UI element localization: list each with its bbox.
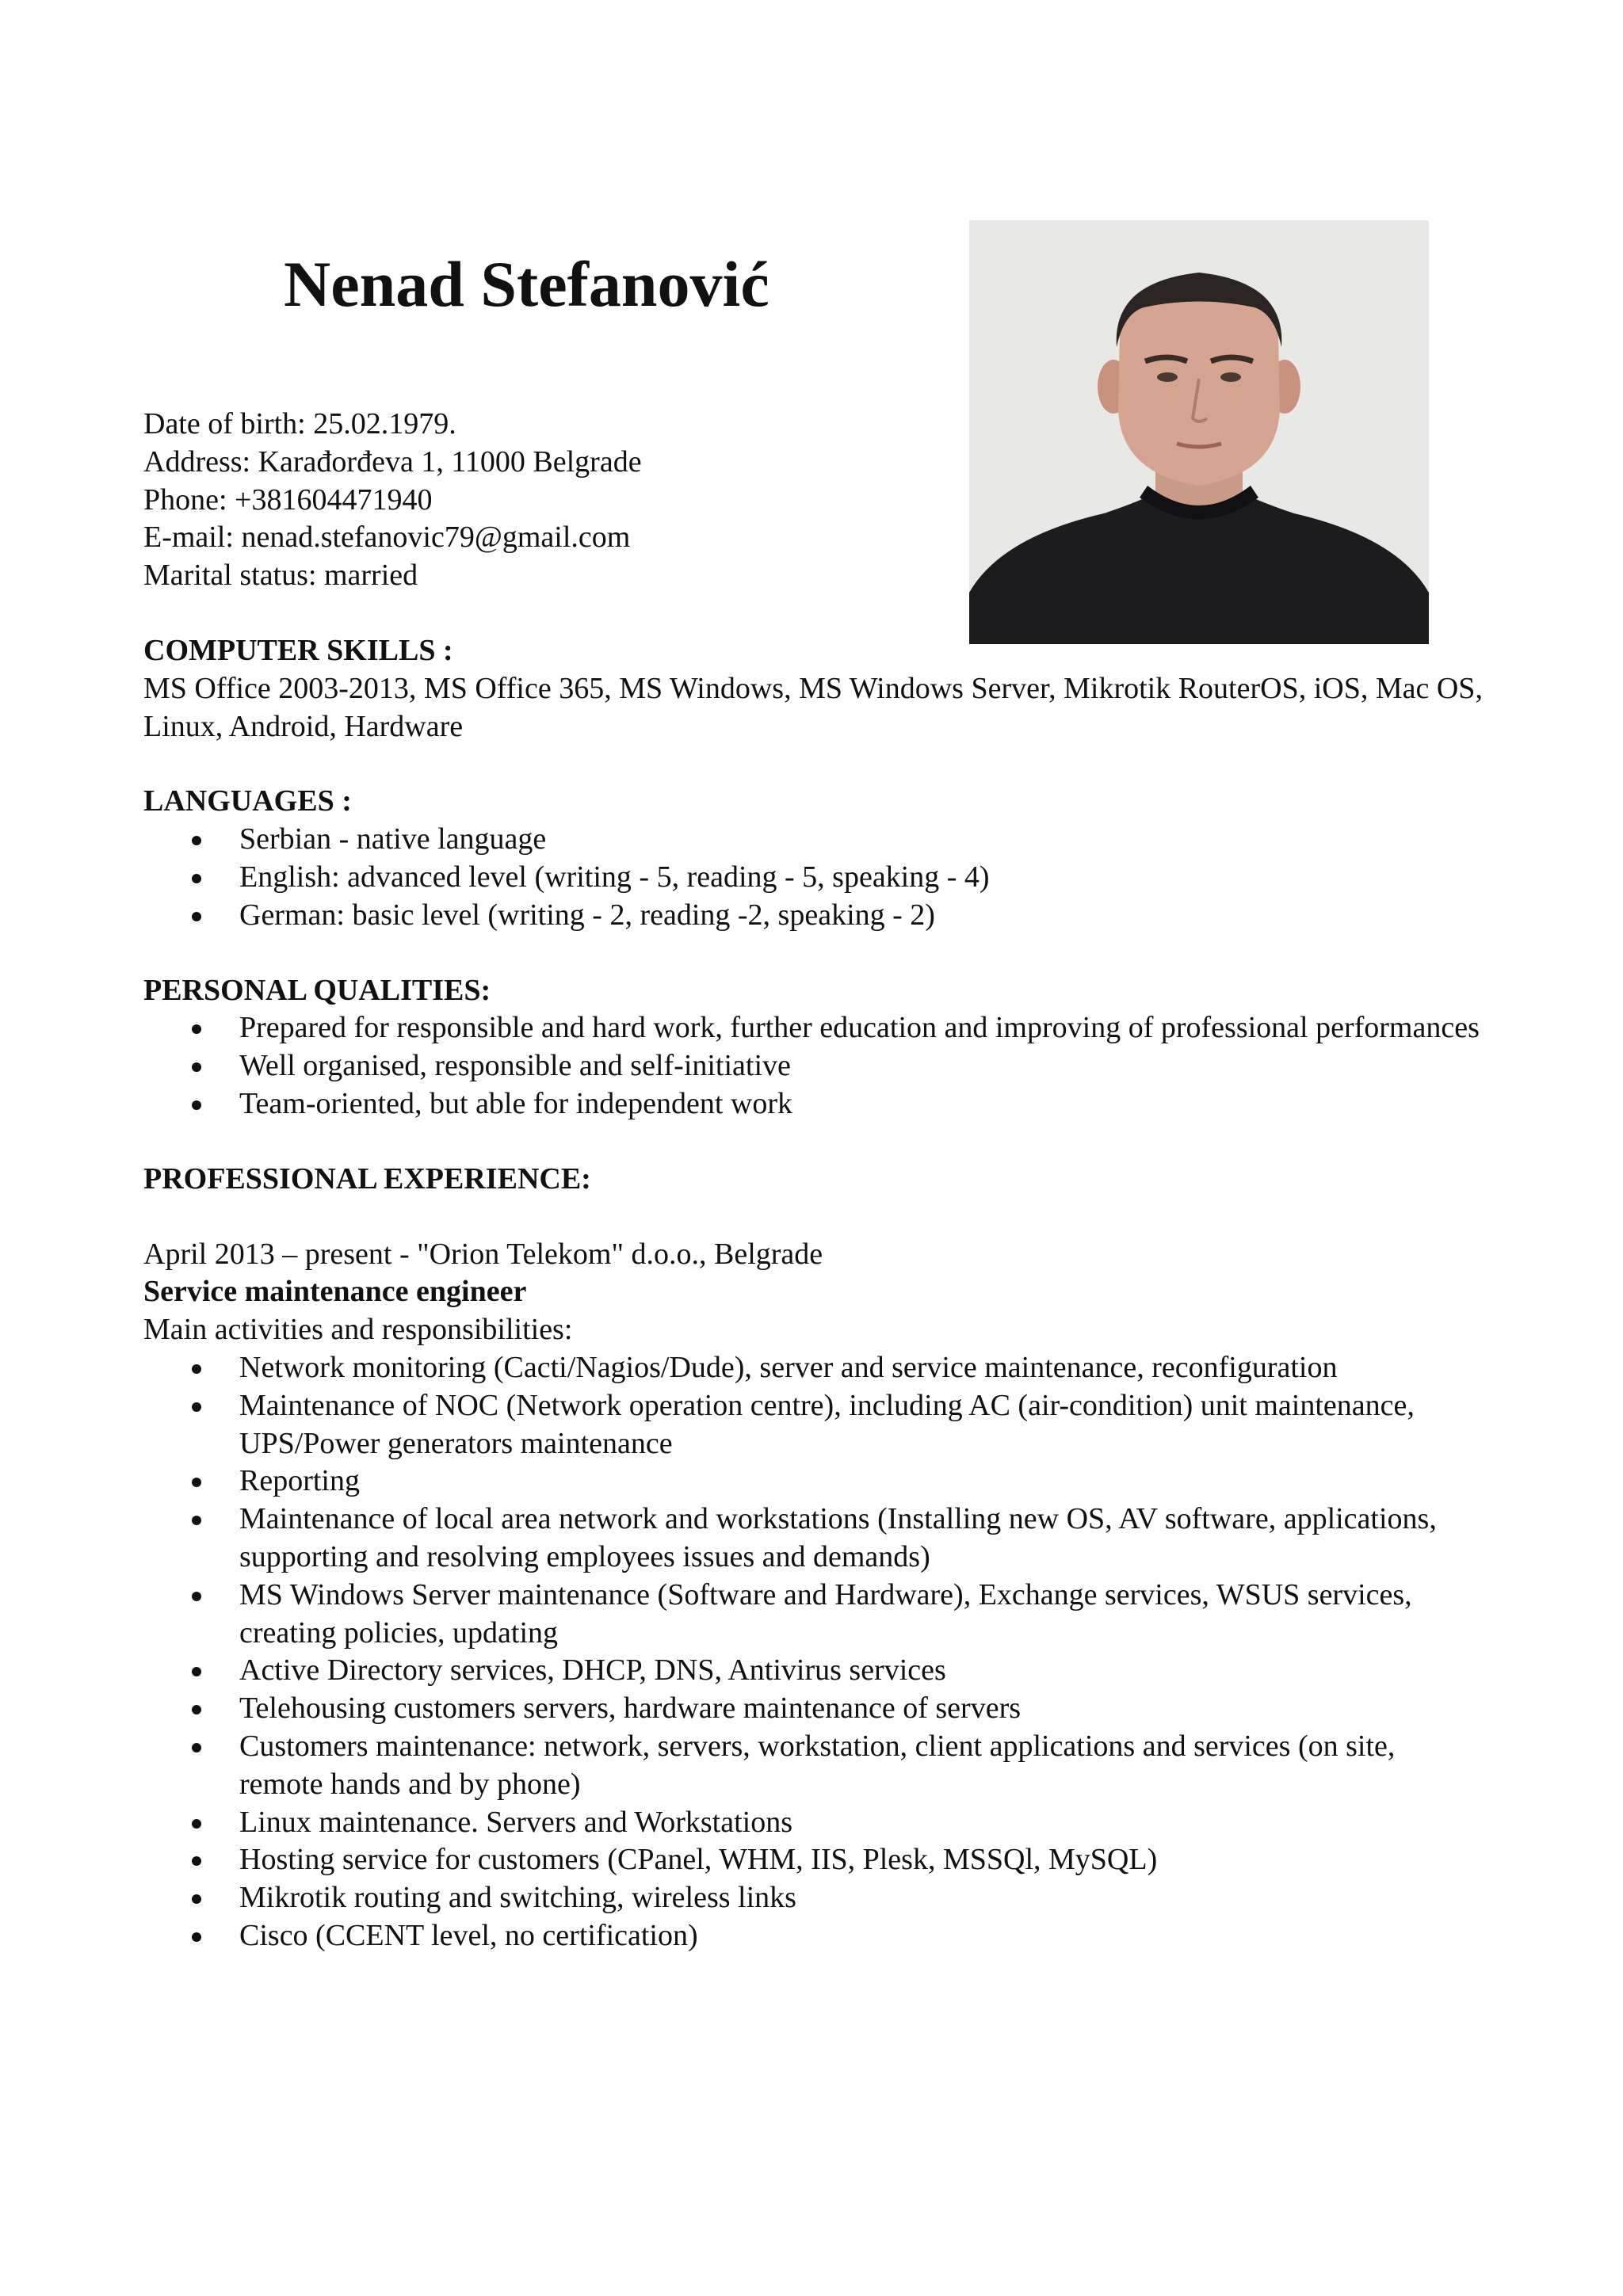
- bullet-icon: [192, 1819, 201, 1829]
- address: Address: Karađorđeva 1, 11000 Belgrade: [143, 444, 642, 479]
- cv-content: [143, 406, 1483, 1955]
- list-item: MS Windows Server maintenance (Software and Hardware), Exchange services, WSUS services, creating policies, updating: [143, 1577, 1483, 1653]
- job-period: April 2013 – present - "Orion Telekom" d.o.o., Belgrade: [143, 1237, 823, 1271]
- list-item: Customers maintenance: network, servers, workstation, client applications and services (on site, remote hands and by phone): [143, 1728, 1483, 1804]
- list-item: Active Directory services, DHCP, DNS, Antivirus services: [143, 1652, 1483, 1690]
- list-item: Hosting service for customers (CPanel, WHM, IIS, Plesk, MSSQl, MySQL): [143, 1841, 1483, 1879]
- bullet-icon: [192, 1402, 201, 1412]
- languages-section: [143, 783, 1483, 934]
- qualities-list: [143, 1009, 1483, 1123]
- candidate-name: Nenad Stefanović: [284, 248, 769, 320]
- professional-experience-section: [143, 1161, 1483, 1955]
- computer-skills-heading: COMPUTER SKILLS :: [143, 633, 453, 667]
- personal-qualities-section: [143, 972, 1483, 1123]
- languages-list: [143, 821, 1483, 934]
- date-of-birth: Date of birth: 25.02.1979.: [143, 407, 456, 441]
- bullet-icon: [192, 1592, 201, 1601]
- responsibilities-list: [143, 1349, 1483, 1955]
- bullet-icon: [192, 874, 201, 883]
- bullet-icon: [192, 912, 201, 921]
- list-item: Serbian - native language: [143, 821, 1483, 859]
- professional-experience-heading: PROFESSIONAL EXPERIENCE:: [143, 1161, 591, 1196]
- bullet-icon: [192, 1364, 201, 1374]
- email: E-mail: nenad.stefanovic79@gmail.com: [143, 521, 631, 555]
- list-item: Maintenance of local area network and workstations (Installing new OS, AV software, applications, supporting and resolving employees issues and demands): [143, 1501, 1483, 1577]
- list-item: Cisco (CCENT level, no certification): [143, 1917, 1483, 1955]
- bullet-icon: [192, 1516, 201, 1525]
- list-item: Prepared for responsible and hard work, further education and improving of professional performances: [143, 1009, 1483, 1047]
- computer-skills-section: [143, 632, 1483, 746]
- bullet-icon: [192, 836, 201, 845]
- job-intro: Main activities and responsibilities:: [143, 1313, 573, 1347]
- bullet-icon: [192, 1856, 201, 1866]
- bullet-icon: [192, 1894, 201, 1904]
- list-item: Network monitoring (Cacti/Nagios/Dude), server and service maintenance, reconfiguration: [143, 1349, 1483, 1387]
- phone: Phone: +381604471940: [143, 482, 433, 517]
- list-item: English: advanced level (writing - 5, reading - 5, speaking - 4): [143, 859, 1483, 897]
- bullet-icon: [192, 1478, 201, 1487]
- bullet-icon: [192, 1024, 201, 1034]
- bullet-icon: [192, 1932, 201, 1942]
- personal-qualities-heading: PERSONAL QUALITIES:: [143, 973, 491, 1007]
- languages-heading: LANGUAGES :: [143, 784, 352, 818]
- list-item: Team-oriented, but able for independent work: [143, 1085, 1483, 1123]
- list-item: Linux maintenance. Servers and Workstations: [143, 1804, 1483, 1842]
- bullet-icon: [192, 1667, 201, 1676]
- list-item: Reporting: [143, 1463, 1483, 1501]
- bullet-icon: [192, 1062, 201, 1072]
- personal-info: [143, 406, 1483, 595]
- list-item: Maintenance of NOC (Network operation centre), including AC (air-condition) unit maintenance, UPS/Power generators maintenance: [143, 1387, 1483, 1463]
- bullet-icon: [192, 1100, 201, 1110]
- bullet-icon: [192, 1705, 201, 1714]
- job-position: Service maintenance engineer: [143, 1275, 527, 1309]
- bullet-icon: [192, 1743, 201, 1753]
- list-item: German: basic level (writing - 2, reading -2, speaking - 2): [143, 897, 1483, 935]
- computer-skills-text: MS Office 2003-2013, MS Office 365, MS Windows, MS Windows Server, Mikrotik RouterOS, iOS, Mac OS, Linux, Android, Hardware: [143, 671, 1483, 743]
- marital-status: Marital status: married: [143, 559, 418, 593]
- list-item: Well organised, responsible and self-initiative: [143, 1047, 1483, 1085]
- list-item: Telehousing customers servers, hardware maintenance of servers: [143, 1690, 1483, 1728]
- list-item: Mikrotik routing and switching, wireless links: [143, 1879, 1483, 1917]
